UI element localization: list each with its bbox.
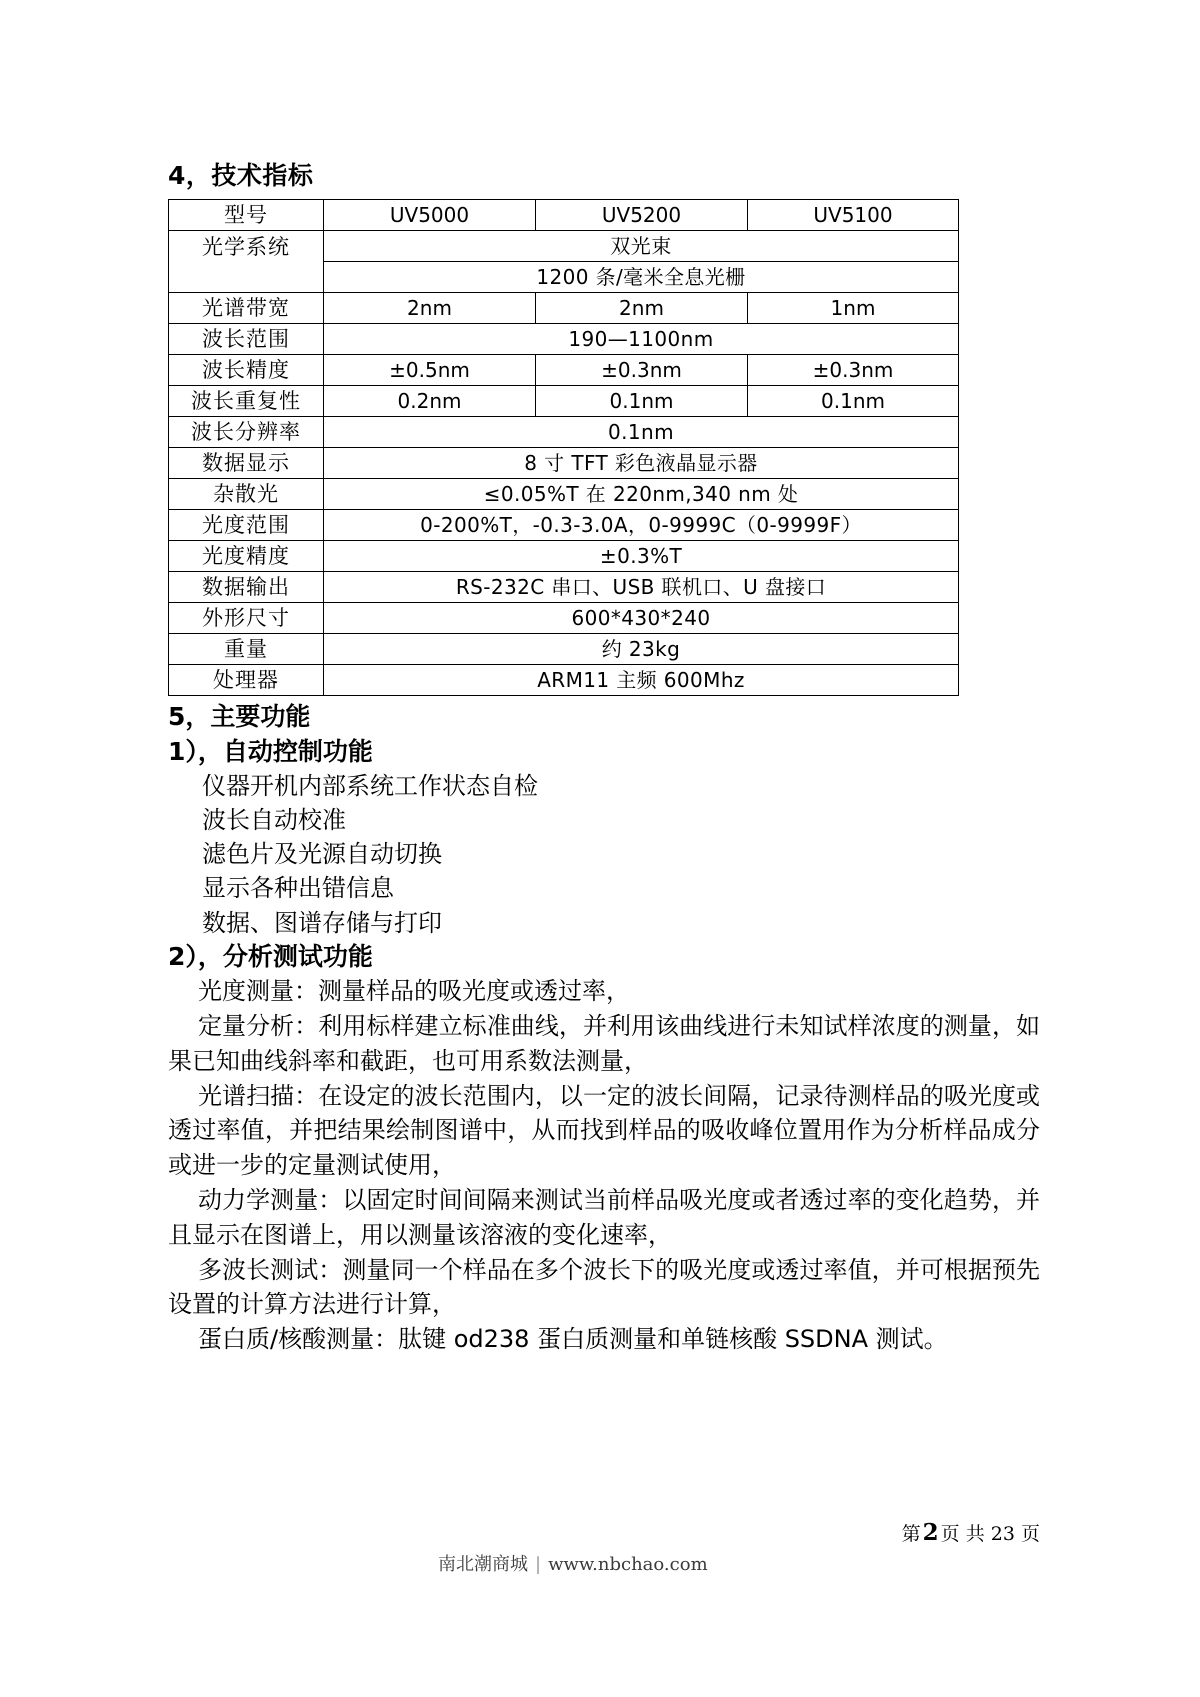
list-item: 波长自动校准 (202, 806, 346, 835)
cell-dimensions: 600*430*240 (324, 603, 959, 634)
cell-display: 8 寸 TFT 彩色液晶显示器 (324, 448, 959, 479)
list-item: 显示各种出错信息 (202, 874, 394, 903)
paragraph-photometric-measurement: 光度测量：测量样品的吸光度或透过率， (198, 977, 630, 1006)
cell-bandwidth-uv5100: 1nm (748, 293, 959, 324)
cell-optical-beam: 双光束 (324, 231, 959, 262)
cell-accuracy-uv5100: ±0.3nm (748, 355, 959, 386)
section-4-heading: 4，技术指标 (168, 161, 314, 190)
page-content (168, 160, 1040, 1357)
cell-uv5200: UV5200 (536, 200, 748, 231)
row-label: 数据输出 (169, 572, 324, 603)
table-row-photometric-accuracy (169, 541, 959, 572)
list-item: 滤色片及光源自动切换 (202, 840, 442, 869)
row-label: 波长分辨率 (169, 417, 324, 448)
page-number-current: 2 (922, 1519, 939, 1546)
row-label: 波长精度 (169, 355, 324, 386)
cell-resolution: 0.1nm (324, 417, 959, 448)
table-row-display (169, 448, 959, 479)
paragraph-multi-wavelength-test: 多波长测试：测量同一个样品在多个波长下的吸光度或透过率值，并可根据预先设置的计算方法进行计算， (168, 1255, 1040, 1319)
technical-specifications-table (168, 199, 959, 696)
footer-brand (438, 1556, 708, 1574)
paragraph-protein-nucleic-acid: 蛋白质/核酸测量：肽键 od238 蛋白质测量和单链核酸 SSDNA 测试。 (198, 1325, 948, 1354)
page-number-mid: 页 共 (940, 1523, 985, 1545)
page-number (902, 1521, 1040, 1544)
cell-accuracy-uv5000: ±0.5nm (324, 355, 536, 386)
row-label: 重量 (169, 634, 324, 665)
row-label: 数据显示 (169, 448, 324, 479)
footer-brand-name: 南北潮商城 (438, 1554, 528, 1575)
table-row-weight (169, 634, 959, 665)
function-group-1-heading: 1），自动控制功能 (168, 736, 373, 766)
cell-photometric-accuracy: ±0.3%T (324, 541, 959, 572)
cell-repeat-uv5200: 0.1nm (536, 386, 748, 417)
cell-data-output: RS-232C 串口、USB 联机口、U 盘接口 (324, 572, 959, 603)
table-row-dimensions (169, 603, 959, 634)
paragraph-kinetics-measurement: 动力学测量：以固定时间间隔来测试当前样品吸光度或者透过率的变化趋势，并且显示在图谱上，用以测量该溶液的变化速率， (168, 1185, 1040, 1249)
table-row-processor (169, 665, 959, 696)
table-row-bandwidth (169, 293, 959, 324)
row-label: 光度精度 (169, 541, 324, 572)
table-row-stray-light (169, 479, 959, 510)
list-item: 数据、图谱存储与打印 (202, 908, 442, 937)
cell-repeat-uv5000: 0.2nm (324, 386, 536, 417)
table-row-wavelength-accuracy (169, 355, 959, 386)
cell-uv5000: UV5000 (324, 200, 536, 231)
page-number-suffix: 页 (1020, 1523, 1040, 1545)
table-row-model (169, 200, 959, 231)
row-label: 波长范围 (169, 324, 324, 355)
footer-website: www.nbchao.com (548, 1554, 708, 1575)
cell-bandwidth-uv5200: 2nm (536, 293, 748, 324)
cell-processor: ARM11 主频 600Mhz (324, 665, 959, 696)
cell-wavelength-range: 190—1100nm (324, 324, 959, 355)
table-row-wavelength-repeatability (169, 386, 959, 417)
row-label: 波长重复性 (169, 386, 324, 417)
section-5-heading: 5，主要功能 (168, 702, 311, 732)
paragraph-quantitative-analysis: 定量分析：利用标样建立标准曲线，并利用该曲线进行未知试样浓度的测量，如果已知曲线斜率和截距，也可用系数法测量， (168, 1011, 1040, 1075)
row-label: 光度范围 (169, 510, 324, 541)
function-group-2-heading: 2），分析测试功能 (168, 941, 373, 971)
cell-uv5100: UV5100 (748, 200, 959, 231)
row-label: 处理器 (169, 665, 324, 696)
cell-repeat-uv5100: 0.1nm (748, 386, 959, 417)
page-number-total: 23 (990, 1523, 1015, 1545)
page-number-prefix: 第 (901, 1523, 921, 1545)
list-item: 仪器开机内部系统工作状态自检 (202, 772, 538, 801)
paragraph-spectrum-scan: 光谱扫描：在设定的波长范围内，以一定的波长间隔，记录待测样品的吸光度或透过率值，并把结果绘制图谱中，从而找到样品的吸收峰位置用作为分析样品成分或进一步的定量测试使用， (168, 1081, 1040, 1180)
table-row-wavelength-resolution (169, 417, 959, 448)
row-label: 光谱带宽 (169, 293, 324, 324)
cell-accuracy-uv5200: ±0.3nm (536, 355, 748, 386)
table-row-optical-system (169, 231, 959, 262)
table-row-data-output (169, 572, 959, 603)
row-label: 杂散光 (169, 479, 324, 510)
cell-stray-light: ≤0.05%T 在 220nm,340 nm 处 (324, 479, 959, 510)
cell-grating: 1200 条/毫米全息光栅 (324, 262, 959, 293)
table-row-wavelength-range (169, 324, 959, 355)
footer-separator: | (535, 1554, 542, 1575)
row-label: 外形尺寸 (169, 603, 324, 634)
row-label: 型号 (169, 200, 324, 231)
cell-bandwidth-uv5000: 2nm (324, 293, 536, 324)
cell-weight: 约 23kg (324, 634, 959, 665)
cell-photometric-range: 0-200%T，-0.3-3.0A，0-9999C（0-9999F） (324, 510, 959, 541)
table-row-photometric-range (169, 510, 959, 541)
row-label: 光学系统 (169, 231, 324, 293)
